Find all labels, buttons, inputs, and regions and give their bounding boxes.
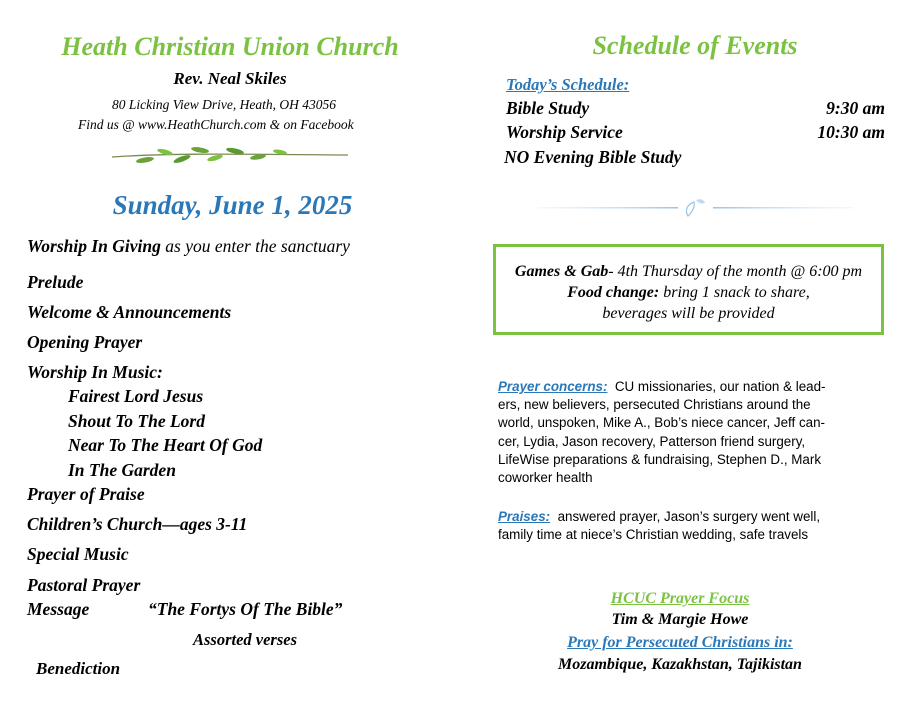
order-item-special-music: Special Music — [27, 544, 129, 564]
song-item: Shout To The Lord — [68, 411, 205, 431]
praise-line: family time at niece’s Christian wedding, safe travels — [498, 527, 809, 543]
pastor-name: Rev. Neal Skiles — [173, 69, 287, 88]
giving-rest: as you enter the sanctuary — [160, 236, 350, 256]
schedule-event-time: 10:30 am — [817, 122, 885, 142]
order-item-prayer-of-praise: Prayer of Praise — [27, 484, 145, 504]
todays-schedule-label: Today’s Schedule: — [506, 75, 630, 94]
prayer-focus-title: HCUC Prayer Focus — [610, 590, 750, 607]
order-item-childrens-church: Children’s Church—ages 3-11 — [27, 514, 248, 534]
message-verses: Assorted verses — [192, 630, 298, 649]
games-line-1 — [496, 261, 881, 282]
order-item-message: Message — [27, 599, 90, 619]
games-and-gab-box — [493, 244, 884, 335]
olive-branch-icon — [110, 145, 350, 167]
prayer-focus-names: Tim & Margie Howe — [611, 611, 749, 628]
song-item: In The Garden — [68, 460, 176, 480]
food-change-label: Food change: — [567, 284, 660, 301]
schedule-event-label: Bible Study — [506, 98, 590, 118]
praises — [498, 508, 890, 544]
persecuted-countries: Mozambique, Kazakhstan, Tajikistan — [558, 656, 802, 673]
praise-line: answered prayer, Jason’s surgery went well, — [557, 509, 821, 524]
church-address: 80 Licking View Drive, Heath, OH 43056 — [112, 97, 336, 112]
prayer-line: world, unspoken, Mike A., Bob’s niece cancer, Jeff can- — [498, 415, 826, 431]
praises-label: Praises: — [498, 509, 551, 524]
games-title: Games & Gab — [514, 263, 609, 280]
prayer-line: coworker health — [498, 470, 593, 486]
schedule-title: Schedule of Events — [592, 31, 798, 60]
giving-label: Worship In Giving — [27, 236, 161, 256]
schedule-event-label: Worship Service — [506, 122, 623, 142]
church-name: Heath Christian Union Church — [61, 32, 399, 61]
prayer-concerns — [498, 378, 890, 487]
games-detail: - 4th Thursday of the month @ 6:00 pm — [608, 263, 863, 280]
schedule-event-time: 9:30 am — [826, 98, 885, 118]
prayer-concerns-label: Prayer concerns: — [498, 379, 608, 394]
order-item-welcome: Welcome & Announcements — [27, 302, 232, 322]
persecuted-label: Pray for Persecuted Christians in: — [567, 634, 793, 651]
song-item: Fairest Lord Jesus — [68, 386, 204, 406]
games-line-2 — [496, 282, 881, 303]
prayer-line: CU missionaries, our nation & lead- — [614, 379, 826, 394]
prayer-line: LifeWise preparations & fundraising, Stephen D., Mark — [498, 451, 822, 467]
order-item-benediction: Benediction — [36, 659, 121, 678]
order-item-prelude: Prelude — [27, 272, 84, 292]
prayer-line: cer, Lydia, Jason recovery, Patterson friend surgery, — [498, 433, 806, 449]
games-line-3: beverages will be provided — [602, 305, 775, 322]
order-item-pastoral-prayer: Pastoral Prayer — [27, 575, 141, 595]
find-us-line: Find us @ www.HeathChurch.com & on Facebook — [78, 117, 354, 132]
no-evening-study: NO Evening Bible Study — [504, 147, 682, 167]
prayer-line: ers, new believers, persecuted Christians around the — [498, 397, 811, 413]
leaf-divider-icon — [538, 196, 853, 218]
service-date: Sunday, June 1, 2025 — [112, 190, 353, 220]
message-title: “The Fortys Of The Bible” — [148, 599, 343, 619]
food-change-detail: bring 1 snack to share, — [659, 284, 810, 301]
worship-giving-line — [27, 236, 350, 257]
order-item-opening-prayer: Opening Prayer — [27, 332, 143, 352]
song-item: Near To The Heart Of God — [68, 435, 263, 455]
order-item-worship-music: Worship In Music: — [27, 362, 163, 382]
